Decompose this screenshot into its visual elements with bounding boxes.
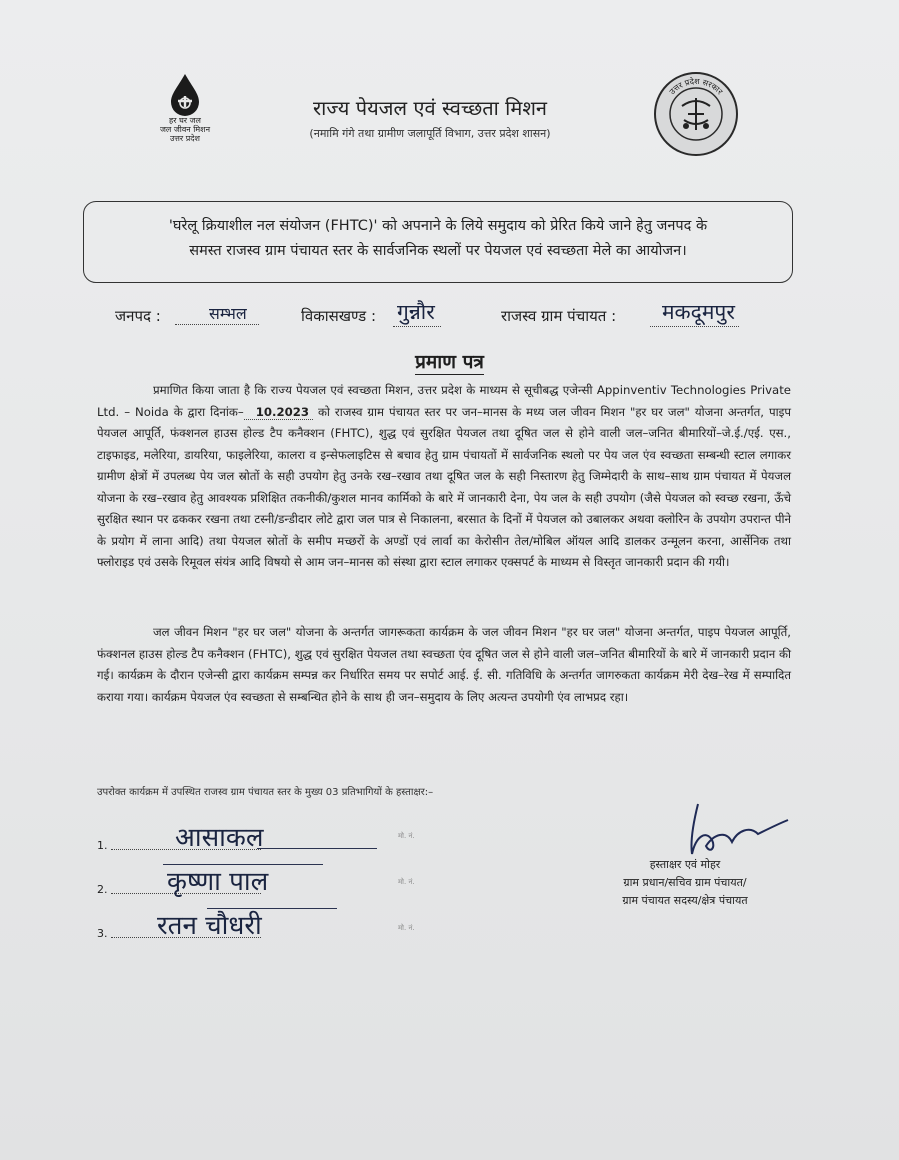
location-fields — [115, 302, 805, 332]
official-signature — [684, 800, 794, 860]
signature-stroke — [163, 864, 323, 865]
signatory-line: ग्राम पंचायत सदस्य/क्षेत्र पंचायत — [622, 894, 748, 907]
event-date: 10.2023 — [244, 405, 313, 420]
har-ghar-jal-logo — [150, 72, 220, 152]
paragraph-1-rest: को राजस्व ग्राम पंचायत स्तर पर जन–मानस के मध्य जल जीवन मिशन "हर घर जल" योजना अन्तर्गत, पाइप पेयजल आपूर्ति, फंक्शनल हाउस होल्ड टैप कनैक्शन (FHTC), शुद्ध एवं सुरक्षित पेयजल तथा दूषित जल से होने वाली जल–जनित बीमारियों–जे.ई./एई. एस., टाइफाइड, मलेरिया, डायरिया, फाइलेरिया, कालरा व इन्सेफलाइटिस से बचाव हेतु ग्राम पंचायतों में सार्वजनिक स्थलो पर पेय जल एंव स्वच्छता सम्बन्धी स्टाल लगाकर ग्रामीण क्षेत्रों में उपलब्ध पेय जल स्रोतों के सही उपयोग हेतु उनके रख–रखाव तथा दूषित जल के सही निस्तारण हेतु जिम्मेदारी के साथ–साथ ग्राम पंचायत में पेयजल योजना के रख–रखाव हेतु आवश्यक प्रशिक्षित तकनीकी/कुशल मानव कार्मिको के बारे में जानकारी देना, पेय जल के सही उपयोग (जैसे पेयजल को स्वच्छ रखना, ऊँचे सुरक्षित स्थान पर ढककर रखना तथा टस्नी/डन्डीदार लोटे द्वारा जल पात्र से निकालना, बरसात के दिनों में पेयजल को उबालकर अथवा क्लोरिन के उपयोग उपरान्त पीने के प्रयोग में लाना आदि) तथा पेयजल स्रोतों के समीप मच्छरों के अण्डों एवं लार्वा का केरोसीन तेल/मोबिल ऑयल आदि डालकर उन्मूलन करना, आर्सेनिक तथा फ्लोराइड एवं उसके रिमूवल संयंत्र आदि विषयो से आम जन–मानस को संस्था द्वारा स्टाल लगाकर एक्सपर्ट के माध्यम से विस्तृत जानकारी प्रदान की गयी। — [97, 404, 792, 569]
panchayat-label: राजस्व ग्राम पंचायत : — [501, 307, 617, 325]
certificate-title-text: प्रमाण पत्र — [415, 351, 484, 373]
logo-text-line: हर घर जल — [169, 116, 201, 125]
signature-stroke — [207, 908, 337, 909]
participant-row — [97, 862, 357, 898]
banner-line: समस्त राजस्व ग्राम पंचायत स्तर के सार्वजनिक स्थलों पर पेयजल एवं स्वच्छता मेले का आयोजन। — [189, 243, 687, 259]
certificate-paragraph-2: जल जीवन मिशन "हर घर जल" योजना के अन्तर्गत जागरूकता कार्यक्रम के जल जीवन मिशन "हर घर जल" योजना अन्तर्गत, पाइप पेयजल आपूर्ति, फंक्शनल हाउस होल्ड टैप कनैक्शन (FHTC), शुद्ध एवं सुरक्षित पेयजल तथा स्वच्छता एंव दूषित जल से होने वाली जल–जनित बीमारियों के बारे में जानकारी प्रदान की गई। कार्यक्रम के दौरान एजेन्सी द्वारा कार्यक्रम सम्पन्न कर निर्धारित समय पर सपोर्ट आई. ई. सी. गतिविधि के अन्तर्गत जागरुकता कार्यक्रम मेरी देख–रेख में सम्पादित कराया गया। कार्यक्रम पेयजल एंव स्वच्छता से सम्बन्धित होने के साथ ही जन–समुदाय के लिए अत्यन्त उपयोगी एंव लाभप्रद रहा। — [97, 625, 791, 704]
participants-label: उपरोक्त कार्यक्रम में उपस्थित राजस्व ग्राम पंचायत स्तर के मुख्य 03 प्रतिभागियों के हस्ताक्षर:– — [97, 787, 434, 798]
up-government-seal — [652, 70, 740, 158]
participant-signature: कृष्णा पाल — [167, 867, 269, 897]
participant-number: 2. — [97, 883, 108, 896]
participant-row — [97, 818, 357, 854]
panchayat-value: मकदूमपुर — [662, 300, 735, 324]
block-value-line — [393, 298, 441, 327]
block-label: विकासखण्ड : — [301, 307, 377, 325]
mission-title: राज्य पेयजल एवं स्वच्छता मिशन — [312, 96, 548, 120]
paragraph-1-start: प्रमाणित किया जाता है कि राज्य पेयजल एवं स्वच्छता मिशन, उत्तर प्रदेश के माध्यम से सूचीबद्ध एजेन्सी Appinventiv Technologies Private Ltd. – Noida के द्वारा दिनांक– — [97, 383, 791, 419]
participant-row — [97, 906, 357, 942]
logo-text-line: उत्तर प्रदेश — [170, 134, 200, 143]
signatory-block — [575, 856, 795, 910]
district-label: जनपद : — [115, 307, 161, 325]
participant-signature: रतन चौधरी — [157, 911, 262, 941]
banner-line: 'घरेलू क्रियाशील नल संयोजन (FHTC)' को अपनाने के लिये समुदाय को प्रेरित किये जाने हेतु जनपद के — [168, 218, 708, 234]
certificate-title — [0, 348, 899, 374]
phone-label: मो. नं. — [398, 878, 415, 886]
logo-text-line: जल जीवन मिशन — [159, 125, 211, 134]
mission-subtitle: (नमामि गंगे तथा ग्रामीण जलापूर्ति विभाग, उत्तर प्रदेश शासन) — [309, 127, 551, 140]
phone-label: मो. नं. — [398, 924, 415, 932]
signatory-line: हस्ताक्षर एवं मोहर — [649, 858, 721, 871]
event-banner — [83, 201, 793, 283]
water-drop-icon — [167, 72, 203, 116]
certificate-paragraph-1 — [97, 380, 791, 574]
panchayat-value-line — [650, 298, 739, 327]
block-value: गुन्नौर — [397, 300, 435, 324]
participant-signature: आसाकल — [175, 823, 264, 853]
phone-label: मो. नं. — [398, 832, 415, 840]
seal-text: उत्तर प्रदेश सरकार — [667, 76, 725, 97]
signatory-line: ग्राम प्रधान/सचिव ग्राम पंचायत/ — [623, 876, 747, 889]
district-value-line — [175, 302, 259, 325]
participant-number: 1. — [97, 839, 108, 852]
district-value: सम्भल — [209, 304, 247, 323]
participant-number: 3. — [97, 927, 108, 940]
signature-stroke — [257, 848, 377, 849]
